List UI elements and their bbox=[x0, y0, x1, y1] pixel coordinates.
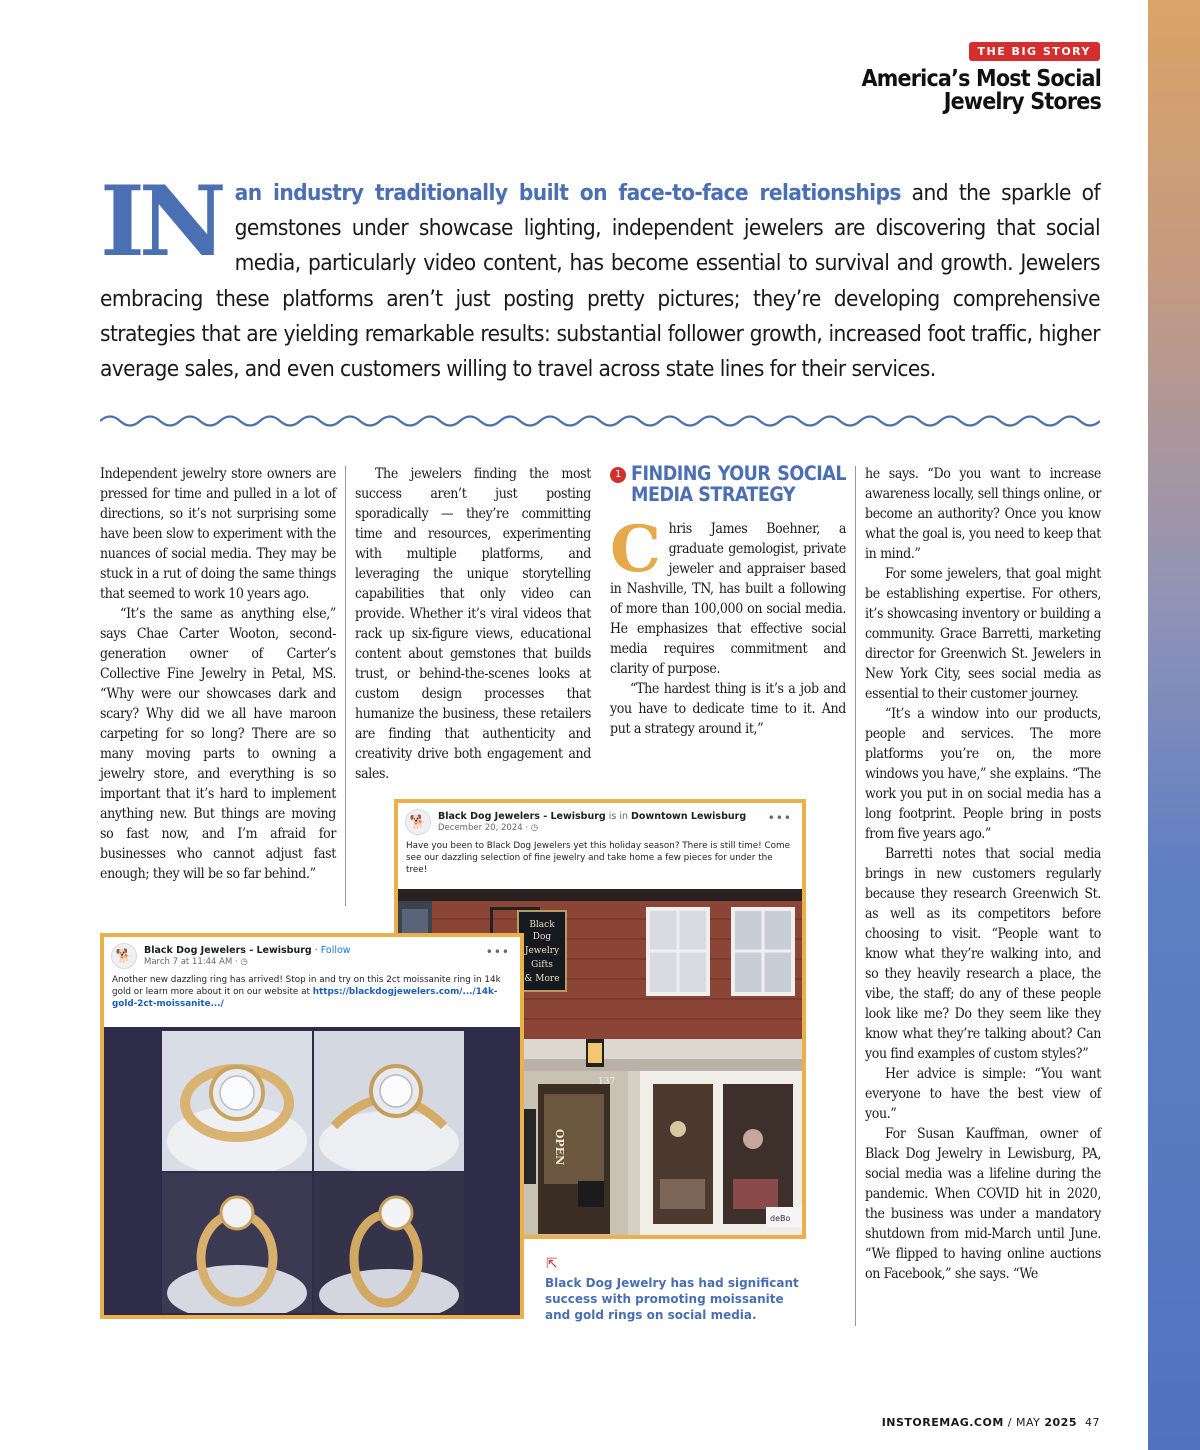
neighbor-store-sign: deBo bbox=[770, 1214, 791, 1223]
folio-issue: / MAY bbox=[1003, 1416, 1045, 1429]
hanging-sign-line: & More bbox=[524, 974, 560, 984]
body-paragraph: Independent jewelry store owners are pressed for time and pulled in a lot of directions, so it’s not surprising some have been slow to experiment with the nuances of social media. They may be stuck in a rut of doing the same things that seemed to work 10 years ago. bbox=[100, 466, 336, 602]
more-options-icon[interactable]: ••• bbox=[767, 811, 792, 825]
ring-photo bbox=[314, 1173, 464, 1313]
section-number-badge: 1 bbox=[610, 467, 626, 483]
post-date: March 7 at 11:44 AM · ◷ bbox=[144, 956, 248, 967]
section-kicker: THE BIG STORY bbox=[969, 42, 1101, 61]
page-number: 47 bbox=[1085, 1416, 1100, 1429]
caption-arrow-icon: ⇱ bbox=[546, 1256, 558, 1272]
door-open-sign: OPEN bbox=[553, 1128, 566, 1166]
lede-text bbox=[100, 165, 1100, 387]
body-paragraph: For some jewelers, that goal might be establishing expertise. For others, it’s showcasing inventory or building a community. Grace Barretti, marketing director for Greenwich St. Jewelers in New York City, sees social media as essential to their customer journey. bbox=[865, 566, 1101, 702]
body-paragraph: “It’s a window into our products, people and services. The more platforms you’re on, the more windows you have,” she explains. “The work you put in on social media has a long footprint. People bring in posts from five years ago.” bbox=[865, 706, 1101, 842]
folio-year: 2025 bbox=[1044, 1416, 1077, 1429]
body-paragraph: he says. “Do you want to increase awareness locally, sell things online, or become an authority? Once you know what the goal is, you need to keep that in mind.” bbox=[865, 466, 1101, 562]
hanging-sign-line: Jewelry bbox=[524, 946, 560, 956]
page-title-line-2: Jewelry Stores bbox=[943, 89, 1101, 115]
body-column-4 bbox=[865, 464, 1101, 1284]
body-paragraph: Barretti notes that social media brings in new customers regularly because they research Greenwich St. as well as its competitors before choosing to visit. “People want to know what they’re walking into, and so they heavily research a place, the vibe, the staff; do any of these people look like me? Do they seem like they know what they’re talking about? Can you find examples of custom styles?” bbox=[865, 846, 1101, 1062]
section-title: FINDING YOUR SOCIAL MEDIA STRATEGY bbox=[631, 462, 846, 506]
section-heading bbox=[610, 464, 846, 505]
post-text bbox=[104, 972, 520, 1016]
body-paragraph: For Susan Kauffman, owner of Black Dog Jewelry in Lewisburg, PA, social media was a lifeline during the pandemic. When COVID hit in 2020, the business was under a mandatory shutdown from mid-March until June. “We flipped to having online auctions on Facebook,” she says. “We bbox=[865, 1126, 1101, 1282]
body-paragraph: “It’s the same as anything else,” says Chae Carter Wooton, second-generation owner of Carter’s Collective Fine Jewelry in Petal, MS. “Why were our showcases dark and scary? Why did we all have maroon carpeting for so long? There are so many moving parts to owning a jewelry store, and everything is so important that it’s hard to implement anything new. But things are moving so fast now, and I’m afraid for businesses who cannot adjust fast enough; they will be so far behind.” bbox=[100, 606, 336, 882]
folio-site: INSTOREMAG.COM bbox=[881, 1416, 1004, 1429]
body-paragraph-text: hris James Boehner, a graduate gemologist, private jeweler and appraiser based in Nashville, TN, has built a following of more than 100,000 on social media. He emphasizes that effective social media requires commitment and clarity of purpose. bbox=[610, 521, 846, 677]
dog-logo-avatar: 🐕 bbox=[111, 943, 137, 969]
address-number: 137 bbox=[598, 1077, 616, 1087]
page-folio bbox=[882, 1416, 1100, 1429]
page-title bbox=[741, 68, 1101, 114]
photo-caption: Black Dog Jewelry has had significant success with promoting moissanite and gold rings on social media. bbox=[545, 1276, 799, 1322]
body-paragraph: Her advice is simple: “You want everyone to have the best view of you.” bbox=[865, 1066, 1101, 1122]
page-edge-color-bar bbox=[1148, 0, 1200, 1450]
hanging-sign-line: Black bbox=[529, 920, 555, 930]
post-text-body: Another new dazzling ring has arrived! Stop in and try on this 2ct moissanite ring in 14k gold or learn more about it on our website at bbox=[112, 975, 501, 997]
page-title-line-1: America’s Most Social bbox=[861, 66, 1101, 92]
lede-dropcap: IN bbox=[100, 165, 221, 278]
ring-photo bbox=[162, 1031, 312, 1171]
column-rule bbox=[345, 466, 346, 906]
post-header bbox=[104, 937, 520, 972]
ring-photo-grid bbox=[104, 1027, 520, 1315]
body-paragraph: “The hardest thing is it’s a job and you have to dedicate time to it. And put a strategy around it,” bbox=[610, 681, 846, 737]
dog-logo-avatar: 🐕 bbox=[405, 809, 431, 835]
post-is-in: is in bbox=[605, 810, 632, 822]
hanging-sign-line: Dog bbox=[532, 932, 552, 942]
more-options-icon[interactable]: ••• bbox=[485, 945, 510, 959]
body-column-2 bbox=[355, 464, 591, 784]
post-account-name[interactable]: Black Dog Jewelers - Lewisburg bbox=[144, 944, 312, 956]
post-link[interactable]: https://blackdogjewelers.com/.../14k-gold-2ct-moissanite.../ bbox=[112, 987, 498, 1009]
ring-photo bbox=[162, 1173, 312, 1313]
lede-highlight: an industry traditionally built on face-to-face relationships bbox=[234, 180, 901, 206]
wave-divider bbox=[100, 410, 1100, 432]
lede-paragraph bbox=[100, 165, 1100, 387]
lede-rest: and the sparkle of gemstones under showcase lighting, independent jewelers are discovering that social media, particularly video content, has become essential to survival and growth. Jewelers embracing these platforms aren’t just posting pretty pictures; they’re developing comprehensive strategies that are yielding remarkable results: substantial follower growth, increased foot traffic, higher average sales, and even customers willing to travel across state lines for their services. bbox=[100, 180, 1100, 383]
post-account-name[interactable]: Black Dog Jewelers - Lewisburg bbox=[438, 810, 606, 822]
ring-photo bbox=[314, 1031, 464, 1171]
column-rule bbox=[855, 466, 856, 1326]
follow-link[interactable]: · Follow bbox=[311, 944, 351, 956]
facebook-post-rings bbox=[100, 933, 524, 1319]
hanging-sign-line: Gifts bbox=[531, 960, 553, 970]
post-date: December 20, 2024 · ◷ bbox=[438, 822, 539, 833]
post-text: Have you been to Black Dog Jewelers yet this holiday season? There is still time! Come see our dazzling selection of fine jewelry and take home a few pieces for under the tree! bbox=[406, 841, 790, 875]
body-paragraph: The jewelers finding the most success aren’t just posting sporadically — they’re committing time and resources, experimenting with multiple platforms, and leveraging the unique storytelling capabilities that only video can provide. Whether it’s viral videos that rack up six-figure views, educational content about gemstones that builds trust, or behind-the-scenes looks at custom design processes that humanize the business, these retailers are finding that authenticity and creativity drive both engagement and sales. bbox=[355, 466, 591, 782]
post-header bbox=[398, 803, 802, 838]
body-paragraph bbox=[610, 512, 846, 679]
body-column-3 bbox=[610, 464, 846, 739]
body-column-1 bbox=[100, 464, 336, 884]
post-location[interactable]: Downtown Lewisburg bbox=[631, 810, 747, 822]
paragraph-dropcap: C bbox=[610, 512, 661, 587]
